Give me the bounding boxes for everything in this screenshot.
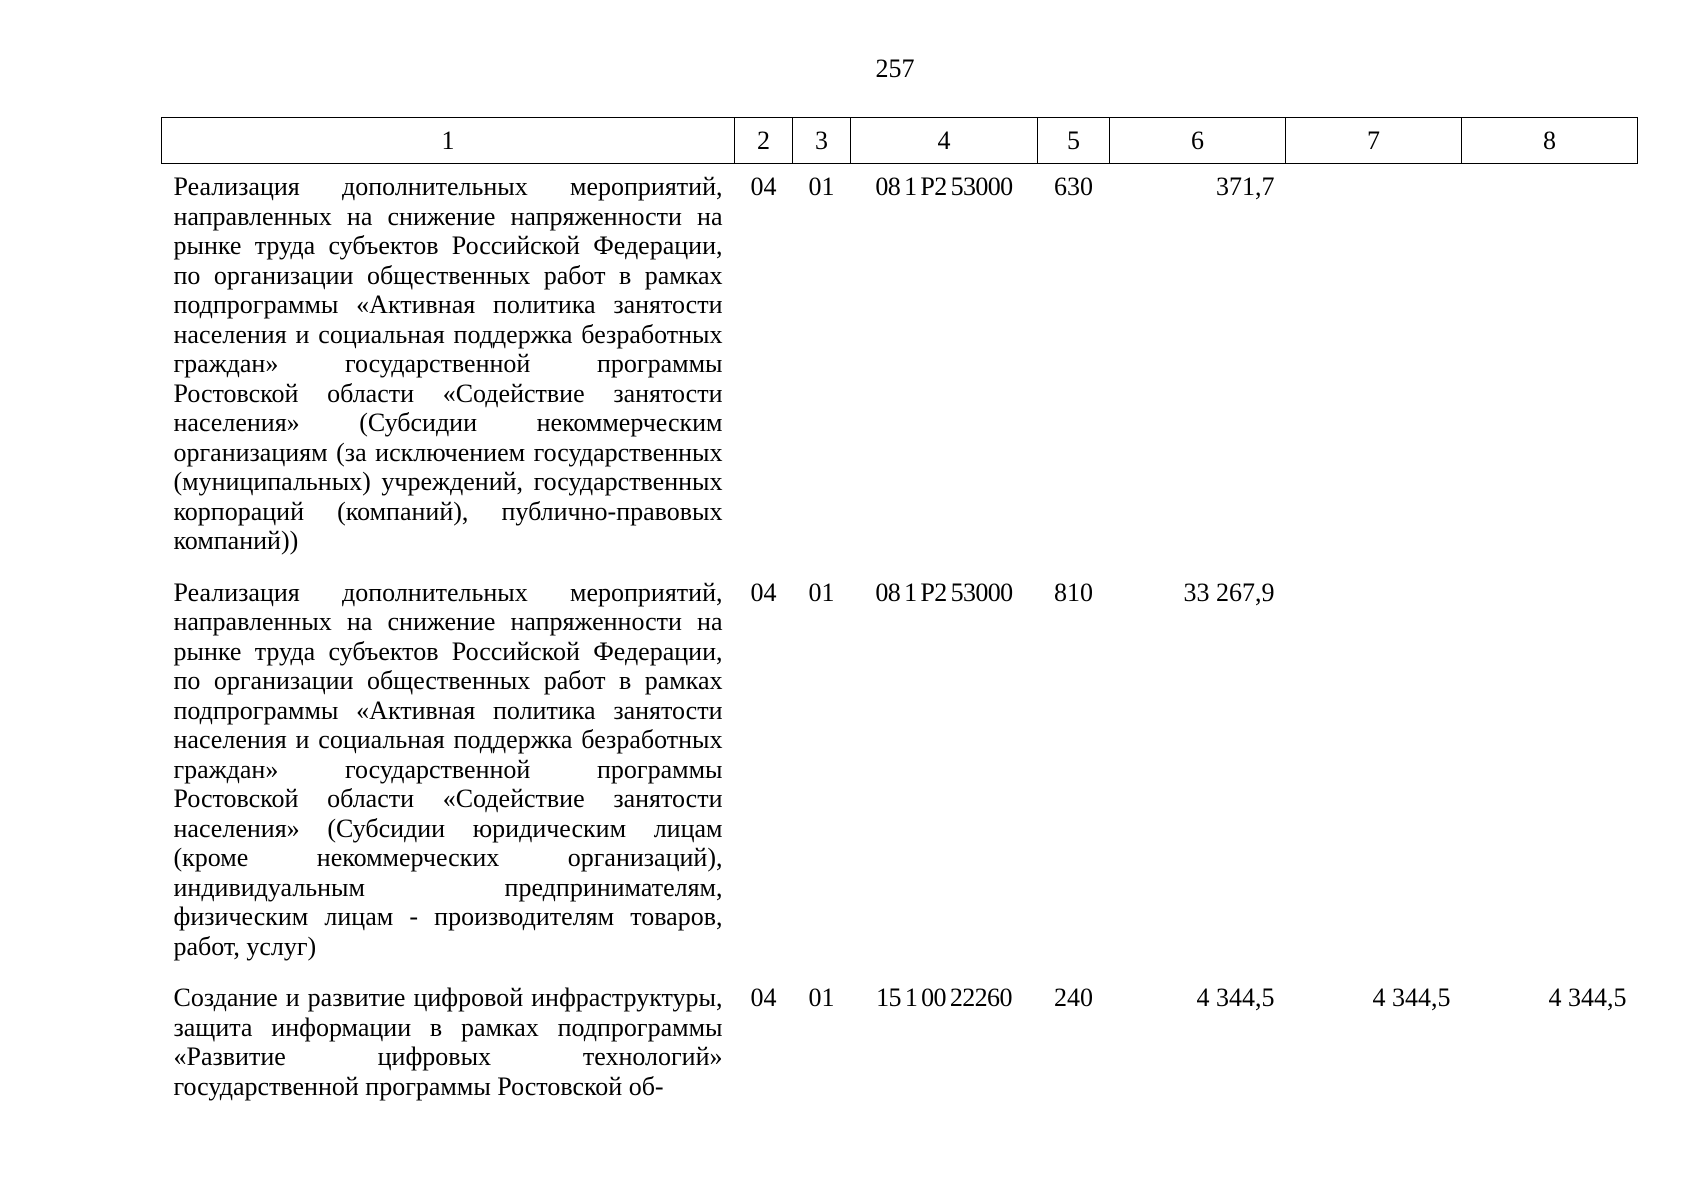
row-subsection: 01 bbox=[808, 172, 835, 201]
row-amount-8: 4 344,5 bbox=[1548, 983, 1627, 1012]
row-amount-6: 33 267,9 bbox=[1183, 577, 1275, 607]
row-description: Реализация дополнительных мероприятий, направленных на снижение напряженности на рынке труда субъектов Российской Федерации, по организации общественных работ в рамках подпрограммы «Активная политика занятости населения и социальная поддержка безработных граждан» государственной программы Ростовской области «Содействие занятости населения» (Субсидии юридическим лицам (кроме некоммерческих организаций), индивидуальным предпринимателям, физическим лицам - производителям товаров, работ, услуг) bbox=[173, 577, 723, 961]
row-amount-8 bbox=[1462, 570, 1638, 976]
header-col-8: 8 bbox=[1462, 118, 1638, 164]
row-amount-7 bbox=[1286, 164, 1462, 570]
header-col-3: 3 bbox=[793, 118, 851, 164]
row-amount-7: 4 344,5 bbox=[1372, 983, 1451, 1012]
header-col-5: 5 bbox=[1038, 118, 1110, 164]
budget-table bbox=[161, 117, 1638, 1115]
page-number: 257 bbox=[875, 54, 915, 83]
row-target-article: 08 1 P2 53000 bbox=[875, 172, 1013, 201]
row-amount-7 bbox=[1286, 570, 1462, 976]
row-amount-6: 371,7 bbox=[1216, 172, 1275, 201]
row-subsection: 01 bbox=[808, 577, 835, 607]
table-row bbox=[162, 164, 1638, 570]
row-section: 04 bbox=[750, 172, 777, 201]
header-col-4: 4 bbox=[851, 118, 1038, 164]
row-section: 04 bbox=[750, 983, 777, 1012]
row-description: Реализация дополнительных мероприятий, направленных на снижение напряженности на рынке труда субъектов Российской Федерации, по организации общественных работ в рамках подпрограммы «Активная политика занятости населения и социальная поддержка безработных граждан» государственной программы Ростовской области «Содействие занятости населения» (Субсидии некоммерческим организациям (за исключением государственных (муниципальных) учреждений, государственных корпораций (компаний), публично-правовых компаний)) bbox=[173, 172, 723, 555]
row-target-article: 15 1 00 22260 bbox=[876, 983, 1012, 1012]
row-expense-type: 810 bbox=[1054, 577, 1093, 607]
table-row bbox=[162, 570, 1638, 976]
row-description: Создание и развитие цифровой инфраструктуры, защита информации в рамках подпрограммы «Развитие цифровых технологий» государственной программы Ростовской об- bbox=[173, 983, 723, 1101]
row-expense-type: 630 bbox=[1054, 172, 1093, 201]
header-col-7: 7 bbox=[1286, 118, 1462, 164]
header-col-1: 1 bbox=[162, 118, 735, 164]
table-row bbox=[162, 975, 1638, 1115]
row-section: 04 bbox=[750, 577, 777, 607]
row-subsection: 01 bbox=[808, 983, 835, 1012]
row-amount-6: 4 344,5 bbox=[1196, 983, 1275, 1012]
row-target-article: 08 1 P2 53000 bbox=[875, 577, 1013, 607]
row-amount-8 bbox=[1462, 164, 1638, 570]
row-expense-type: 240 bbox=[1054, 983, 1093, 1012]
header-row bbox=[162, 118, 1638, 164]
header-col-6: 6 bbox=[1110, 118, 1286, 164]
header-col-2: 2 bbox=[735, 118, 793, 164]
